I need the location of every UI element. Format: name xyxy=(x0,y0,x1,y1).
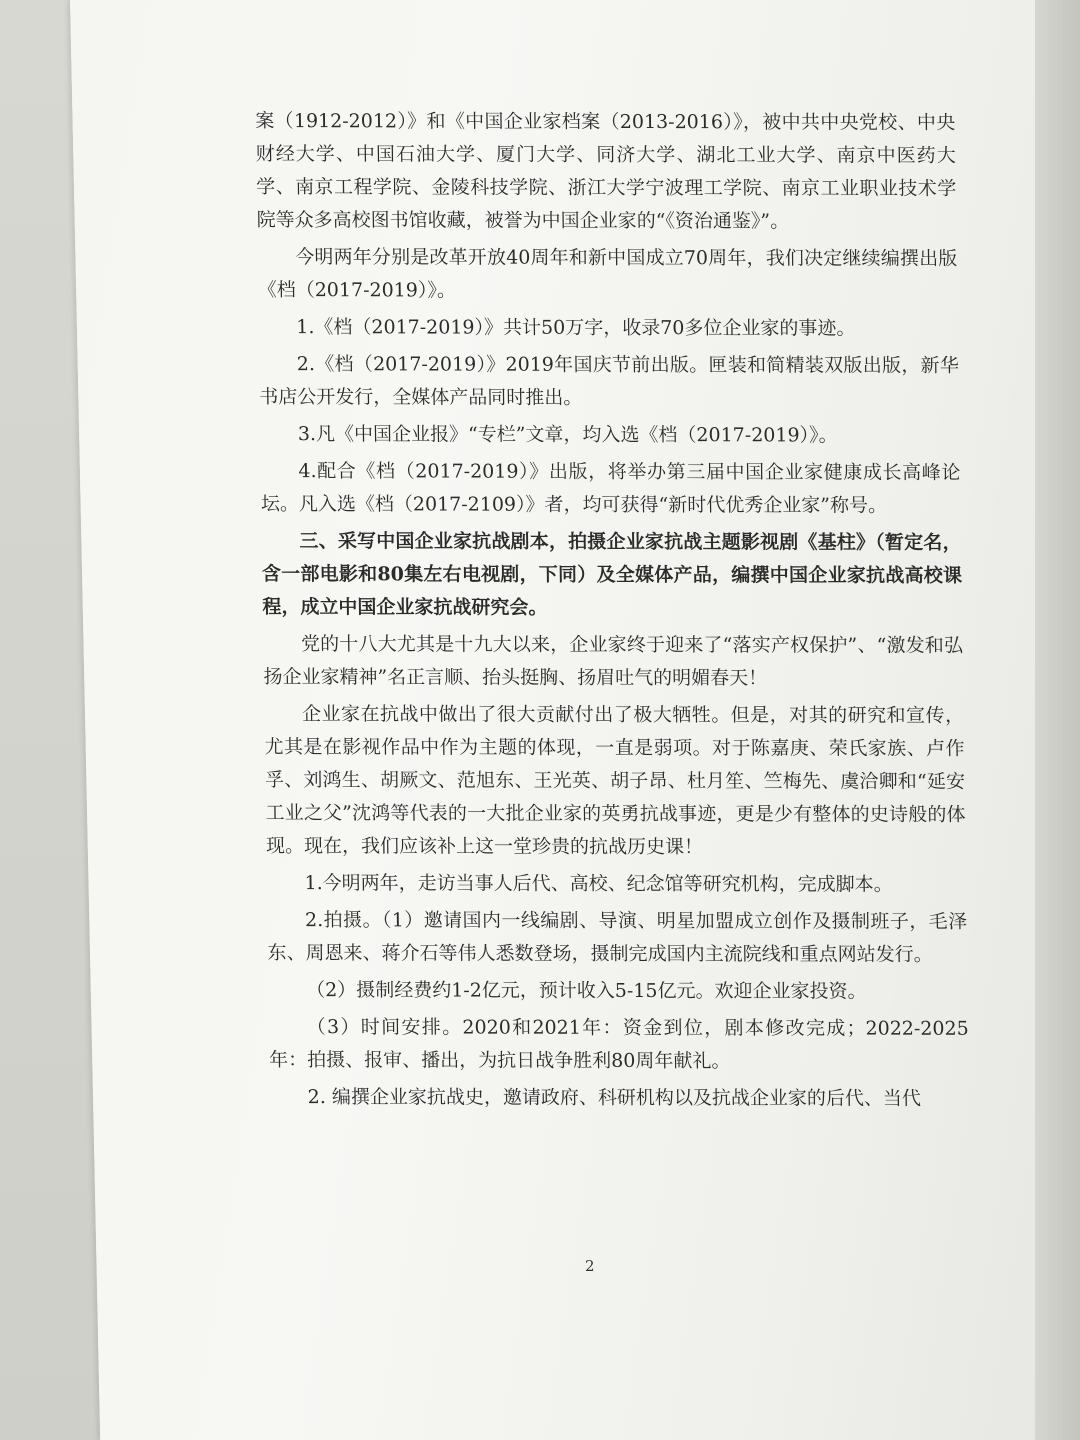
paragraph: 党的十八大尤其是十九大以来，企业家终于迎来了“落实产权保护”、“激发和弘扬企业家精神”名正言顺、抬头挺胸、扬眉吐气的明媚春天！ xyxy=(263,633,964,690)
paragraph: 案（1912-2012）》和《中国企业家档案（2013-2016）》，被中共中央党校、中央财经大学、中国石油大学、厦门大学、同济大学、湖北工业大学、南京中医药大学、南京工程学院、金陵科技学院、浙江大学宁波理工学院、南京工业职业技术学院等众多高校图书馆收藏，被誉为中国企业家的“《资治通鉴》”。 xyxy=(255,109,957,233)
paragraph: 2. 编撰企业家抗战史，邀请政府、科研机构以及抗战企业家的后代、当代 xyxy=(307,1086,922,1110)
paragraph: 2.拍摄。（1）邀请国内一线编剧、导演、明星加盟成立创作及摄制班子，毛泽东、周恩来、蒋介石等伟人悉数登场，摄制完成国内主流院线和重点网站发行。 xyxy=(267,909,968,966)
paragraph: （3）时间安排。2020和2021年：资金到位，剧本修改完成；2022-2025年：拍摄、报审、播出，为抗日战争胜利80周年献礼。 xyxy=(269,1016,969,1073)
section-heading-paragraph: 三、采写中国企业家抗战剧本，拍摄企业家抗战主题影视剧《基柱》（暂定名，含一部电影和80集左右电视剧，下同）及全媒体产品，编撰中国企业家抗战高校课程，成立中国企业家抗战研究会。 xyxy=(261,530,963,619)
paragraph: 企业家在抗战中做出了很大贡献付出了极大牺牲。但是，对其的研究和宣传，尤其是在影视作品中作为主题的体现，一直是弱项。对于陈嘉庚、荣氏家族、卢作孚、刘鸿生、胡厥文、范旭东、王光英、胡子昂、杜月笙、竺梅先、虞洽卿和“延安工业之父”沈鸿等代表的一大批企业家的英勇抗战事迹，更是少有整体的史诗般的体现。现在，我们应该补上这一堂珍贵的抗战历史课！ xyxy=(264,703,966,859)
page-number: 2 xyxy=(585,1257,595,1275)
paragraph: 2.《档（2017-2019）》2019年国庆节前出版。匣装和简精装双版出版，新华书店公开发行，全媒体产品同时推出。 xyxy=(259,353,960,409)
paragraph: 4.配合《档（2017-2019）》出版，将举办第三届中国企业家健康成长高峰论坛。凡入选《档（2017-2109）》者，均可获得“新时代优秀企业家”称号。 xyxy=(260,460,961,517)
document-body xyxy=(255,105,970,1120)
paragraph: 1.今明两年，走访当事人后代、高校、纪念馆等研究机构，完成脚本。 xyxy=(304,872,893,896)
paragraph: 1.《档（2017-2019）》共计50万字，收录70多位企业家的事迹。 xyxy=(296,316,856,340)
background-edge xyxy=(1035,0,1080,1440)
paragraph: （2）摄制经费约1-2亿元，预计收入5-15亿元。欢迎企业家投资。 xyxy=(305,979,867,1003)
paragraph: 今明两年分别是改革开放40周年和新中国成立70周年，我们决定继续编撰出版《档（2017-2019）》。 xyxy=(257,246,958,302)
paragraph: 3.凡《中国企业报》“专栏”文章，均入选《档（2017-2019）》。 xyxy=(297,423,838,447)
